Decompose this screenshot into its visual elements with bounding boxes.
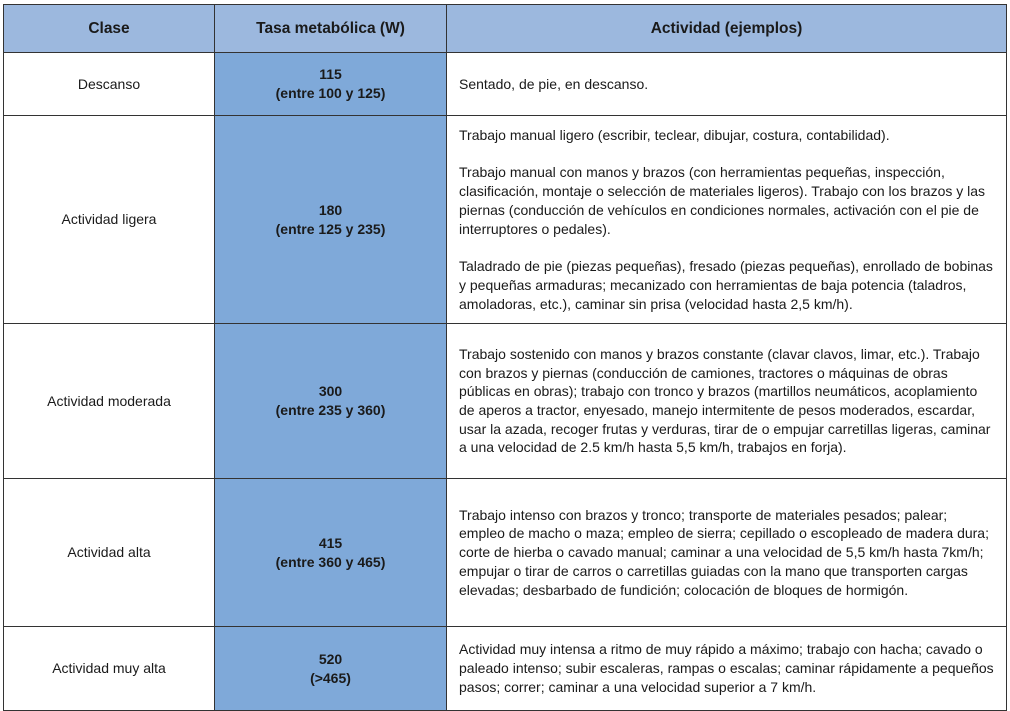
tasa-range: (entre 125 y 235) bbox=[275, 220, 386, 237]
header-tasa-metabolica: Tasa metabólica (W) bbox=[215, 5, 447, 53]
tasa-value: 300 bbox=[318, 383, 343, 400]
header-clase: Clase bbox=[4, 5, 215, 53]
cell-actividad bbox=[447, 479, 1007, 627]
cell-actividad bbox=[447, 116, 1007, 324]
cell-actividad bbox=[447, 627, 1007, 711]
tasa-range: (entre 235 y 360) bbox=[275, 402, 386, 418]
table-row bbox=[4, 479, 1007, 627]
table-row bbox=[4, 53, 1007, 116]
header-actividad: Actividad (ejemplos) bbox=[447, 5, 1007, 53]
cell-tasa bbox=[215, 627, 447, 711]
cell-actividad bbox=[447, 53, 1007, 116]
table-row bbox=[4, 324, 1007, 479]
cell-tasa bbox=[215, 324, 447, 479]
actividad-text: Trabajo manual ligero (escribir, teclear, dibujar, costura, contabilidad). bbox=[459, 126, 890, 143]
tasa-value: 520 bbox=[318, 650, 343, 667]
tasa-value: 415 bbox=[318, 534, 343, 551]
metabolic-rate-table bbox=[3, 4, 1007, 711]
tasa-value: 115 bbox=[319, 66, 342, 83]
header-row bbox=[4, 5, 1007, 53]
cell-clase: Actividad moderada bbox=[4, 324, 215, 479]
cell-tasa bbox=[215, 479, 447, 627]
actividad-text: Trabajo manual con manos y brazos (con herramientas pequeñas, inspección, clasificación, montaje o selección de materiales ligeros). Trabajo con los brazos y las piernas (conducción de vehículos en condiciones normales, activación con el pie de interruptores o pedales). bbox=[459, 164, 986, 237]
cell-tasa bbox=[215, 53, 447, 116]
cell-clase: Actividad muy alta bbox=[4, 627, 215, 711]
actividad-text: Trabajo intenso con brazos y tronco; transporte de materiales pesados; palear; empleo de macho o maza; empleo de sierra; cepillado o escopleado de madera dura; corte de hierba o cavado manual; caminar a una velocidad de 5,5 km/h hasta 7km/h; empujar o tirar de carros o carretillas guiadas con la mano que transporten cargas elevadas; desbarbado de fundición; colocación de bloques de hormigón. bbox=[459, 506, 989, 598]
cell-clase: Actividad ligera bbox=[4, 116, 215, 324]
actividad-text: Sentado, de pie, en descanso. bbox=[459, 75, 649, 92]
table-row bbox=[4, 627, 1007, 711]
tasa-range: (entre 100 y 125) bbox=[275, 85, 386, 101]
metabolic-rate-table-wrapper bbox=[3, 4, 1007, 711]
tasa-range: (entre 360 y 465) bbox=[275, 553, 386, 570]
actividad-text: Trabajo sostenido con manos y brazos constante (clavar clavos, limar, etc.). Trabajo con brazos y piernas (conducción de camiones, tractores o máquinas de obras públicas en obras); trabajo con tronco y brazos (martillos neumáticos, acoplamiento de aperos a tractor, enyesado, manejo intermitente de pesos moderados, escardar, usar la azada, recoger frutas y verduras, tirar de o empujar carretillas ligeras, caminar a una velocidad de 2.5 km/h hasta 5,5 km/h, trabajos en forja). bbox=[459, 345, 991, 456]
table-row bbox=[4, 116, 1007, 324]
table-header bbox=[4, 5, 1007, 53]
cell-tasa bbox=[215, 116, 447, 324]
table-body bbox=[4, 53, 1007, 711]
actividad-text: Actividad muy intensa a ritmo de muy rápido a máximo; trabajo con hacha; cavado o paleado intenso; subir escaleras, rampas o escalas; caminar rápidamente a pequeños pasos; correr; caminar a una velocidad superior a 7 km/h. bbox=[459, 641, 994, 695]
actividad-text: Taladrado de pie (piezas pequeñas), fresado (piezas pequeñas), enrollado de bobinas y pequeñas armaduras; mecanizado con herramientas de baja potencia (taladros, amoladoras, etc.), caminar sin prisa (velocidad hasta 2,5 km/h). bbox=[459, 258, 993, 312]
cell-actividad bbox=[447, 324, 1007, 479]
cell-clase: Actividad alta bbox=[4, 479, 215, 627]
cell-clase: Descanso bbox=[4, 53, 215, 116]
tasa-value: 180 bbox=[318, 201, 343, 218]
tasa-range: (>465) bbox=[310, 669, 351, 686]
